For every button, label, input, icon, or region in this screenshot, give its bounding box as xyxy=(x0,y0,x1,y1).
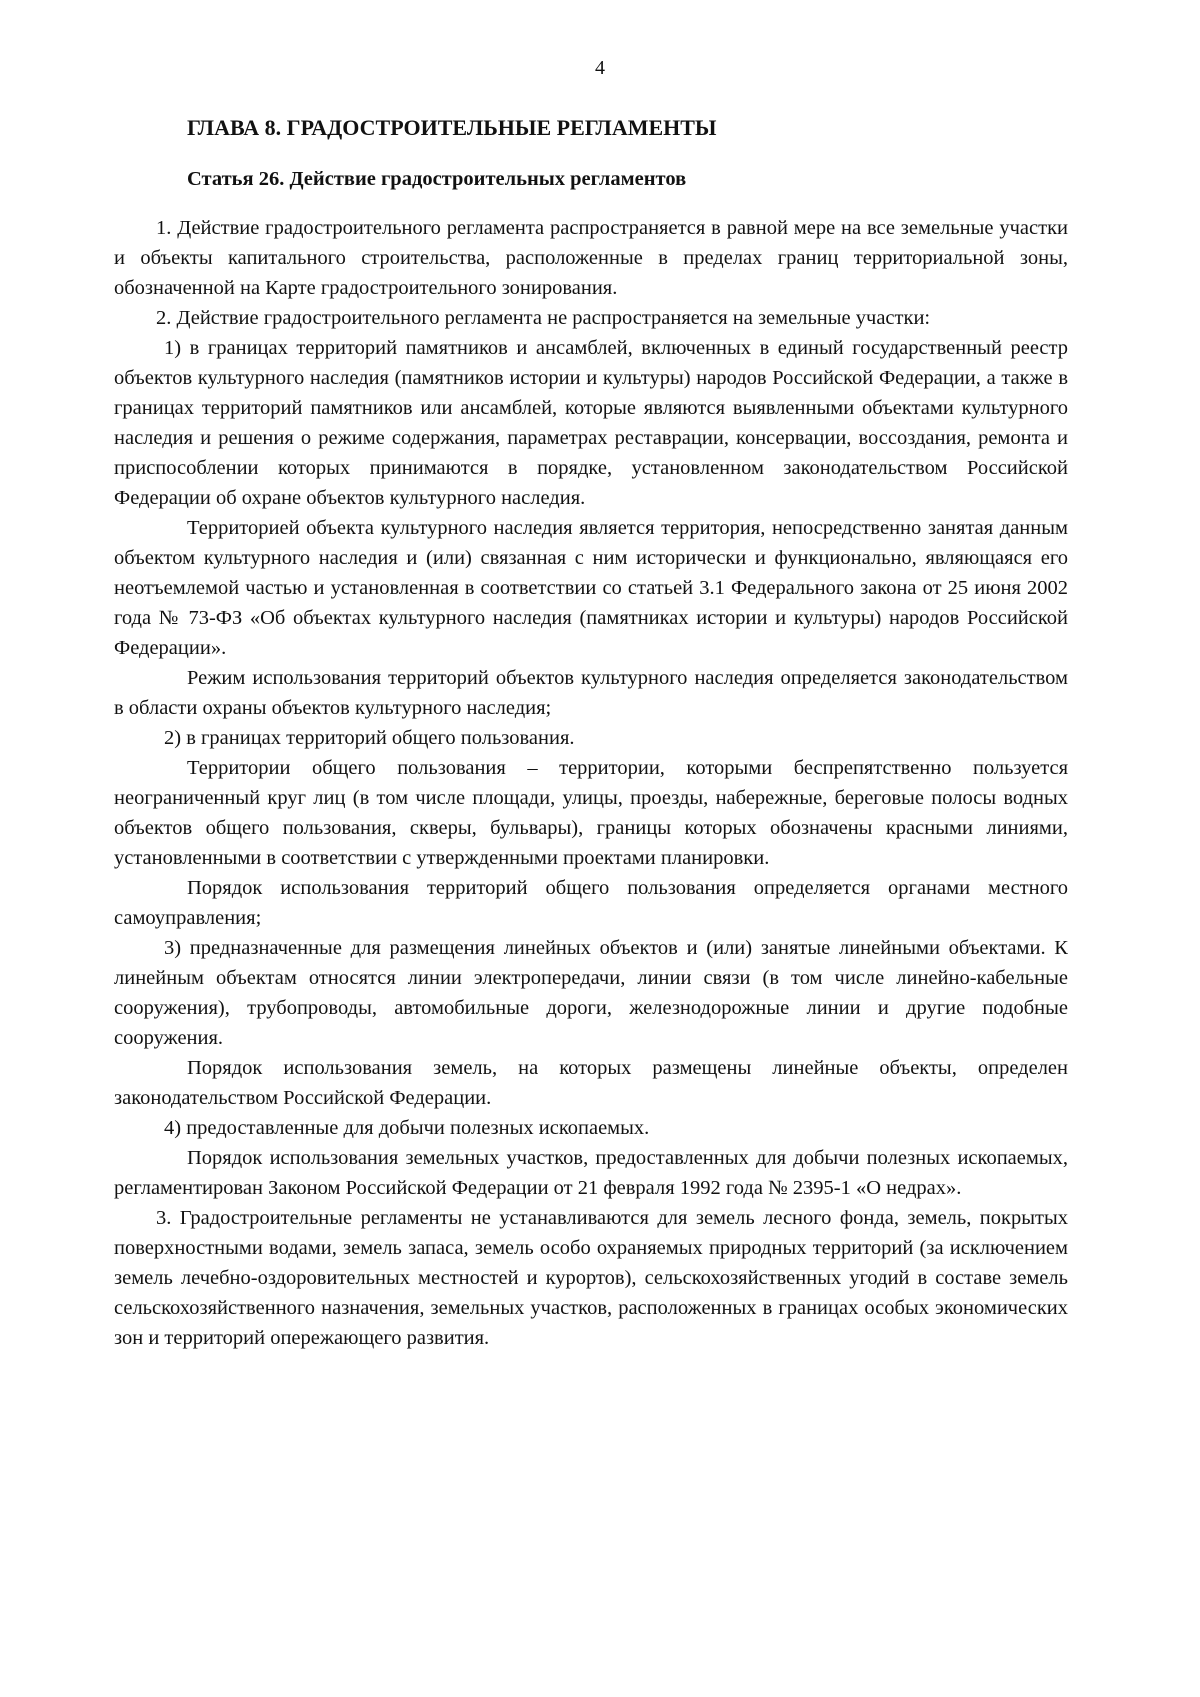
paragraph-heritage-territory: Территорией объекта культурного наследия является территория, непосредственно занятая данным объектом культурного наследия и (или) связанная с ним исторически и функционально, являющаяся его неотъемлемой частью и установленная в соответствии со статьей 3.1 Федерального закона от 25 июня 2002 года № 73-ФЗ «Об объектах культурного наследия (памятниках истории и культуры) народов Российской Федерации». xyxy=(114,517,1068,659)
paragraph-2: 2. Действие градостроительного регламента не распространяется на земельные участки: xyxy=(156,307,931,329)
paragraph-public-territories: Территории общего пользования – территории, которыми беспрепятственно пользуется неограниченный круг лиц (в том числе площади, улицы, проезды, набережные, береговые полосы водных объектов общего пользования, скверы, бульвары), границы которых обозначены красными линиями, установленными в соответствии с утвержденными проектами планировки. xyxy=(114,757,1068,869)
paragraph-public-order: Порядок использования территорий общего пользования определяется органами местного самоуправления; xyxy=(114,877,1068,929)
paragraph-1: 1. Действие градостроительного регламента распространяется в равной мере на все земельные участки и объекты капитального строительства, расположенные в пределах границ территориальной зоны, обозначенной на Карте градостроительного зонирования. xyxy=(114,217,1068,299)
page-number: 4 xyxy=(595,57,605,79)
article-title: Статья 26. Действие градостроительных регламентов xyxy=(187,168,687,190)
paragraph-heritage-regime: Режим использования территорий объектов культурного наследия определяется законодательством в области охраны объектов культурного наследия; xyxy=(114,667,1068,719)
paragraph-list-item-1: 1) в границах территорий памятников и ансамблей, включенных в единый государственный реестр объектов культурного наследия (памятников истории и культуры) народов Российской Федерации, а также в границах территорий памятников или ансамблей, которые являются выявленными объектами культурного наследия и решения о режиме содержания, параметрах реставрации, консервации, воссоздания, ремонта и приспособлении которых принимаются в порядке, установленном законодательством Российской Федерации об охране объектов культурного наследия. xyxy=(114,337,1068,509)
paragraph-3: 3. Градостроительные регламенты не устанавливаются для земель лесного фонда, земель, покрытых поверхностными водами, земель запаса, земель особо охраняемых природных территорий (за исключением земель лечебно-оздоровительных местностей и курортов), сельскохозяйственных угодий в составе земель сельскохозяйственного назначения, земельных участков, расположенных в границах особых экономических зон и территорий опережающего развития. xyxy=(114,1207,1068,1349)
paragraph-mining-order: Порядок использования земельных участков, предоставленных для добычи полезных ископаемых, регламентирован Законом Российской Федерации от 21 февраля 1992 года № 2395-1 «О недрах». xyxy=(114,1147,1068,1199)
paragraph-list-item-3: 3) предназначенные для размещения линейных объектов и (или) занятые линейными объектами. К линейным объектам относятся линии электропередачи, линии связи (в том числе линейно-кабельные сооружения), трубопроводы, автомобильные дороги, железнодорожные линии и другие подобные сооружения. xyxy=(114,937,1068,1049)
paragraph-list-item-4: 4) предоставленные для добычи полезных ископаемых. xyxy=(164,1117,650,1139)
paragraph-linear-order: Порядок использования земель, на которых размещены линейные объекты, определен законодательством Российской Федерации. xyxy=(114,1057,1068,1109)
chapter-title: ГЛАВА 8. ГРАДОСТРОИТЕЛЬНЫЕ РЕГЛАМЕНТЫ xyxy=(187,115,717,140)
document-body xyxy=(114,112,1068,1353)
paragraph-list-item-2: 2) в границах территорий общего пользования. xyxy=(164,727,575,749)
